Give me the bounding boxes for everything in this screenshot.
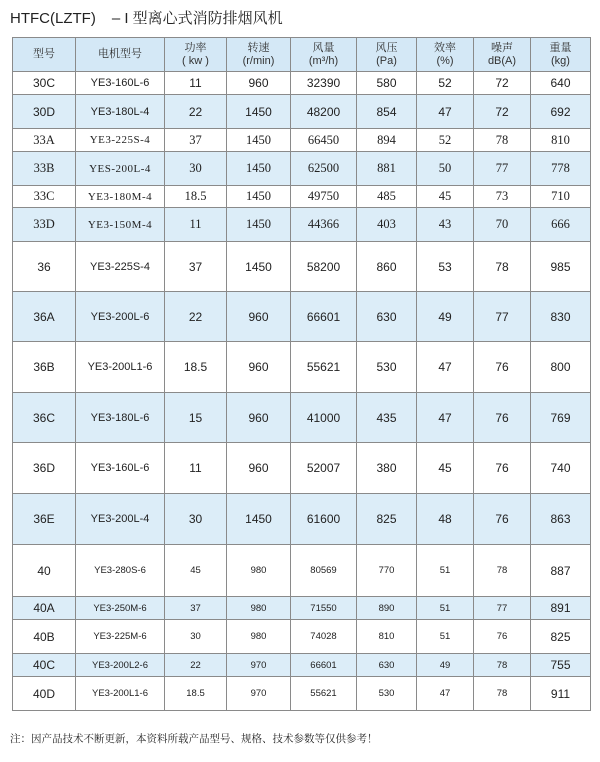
cell-noise: 78 [474, 129, 531, 152]
table-row [13, 654, 591, 677]
cell-speed: 960 [227, 443, 291, 494]
cell-pressure: 403 [357, 208, 417, 242]
cell-pressure: 770 [357, 545, 417, 597]
cell-weight: 911 [531, 677, 591, 711]
cell-pressure: 530 [357, 342, 417, 393]
cell-speed: 980 [227, 545, 291, 597]
cell-speed: 1450 [227, 186, 291, 208]
cell-weight: 778 [531, 152, 591, 186]
cell-weight: 666 [531, 208, 591, 242]
cell-power: 11 [165, 208, 227, 242]
cell-noise: 76 [474, 620, 531, 654]
cell-weight: 640 [531, 72, 591, 95]
cell-efficiency: 51 [417, 620, 474, 654]
table-row [13, 393, 591, 443]
cell-model: 40A [13, 597, 76, 620]
cell-pressure: 630 [357, 292, 417, 342]
cell-efficiency: 43 [417, 208, 474, 242]
footnote: 注：因产品技术不断更新，本资料所载产品型号、规格、技术参数等仅供参考！ [10, 733, 378, 745]
cell-power: 11 [165, 72, 227, 95]
cell-speed: 1450 [227, 129, 291, 152]
table-row [13, 242, 591, 292]
header-efficiency: 效率 (%) [417, 38, 474, 72]
cell-weight: 800 [531, 342, 591, 393]
cell-power: 45 [165, 545, 227, 597]
cell-efficiency: 53 [417, 242, 474, 292]
cell-power: 11 [165, 443, 227, 494]
cell-efficiency: 49 [417, 654, 474, 677]
cell-airflow: 80569 [291, 545, 357, 597]
cell-noise: 76 [474, 342, 531, 393]
cell-model: 36C [13, 393, 76, 443]
cell-power: 37 [165, 242, 227, 292]
cell-speed: 960 [227, 292, 291, 342]
table-row [13, 186, 591, 208]
cell-power: 15 [165, 393, 227, 443]
cell-model: 33D [13, 208, 76, 242]
cell-airflow: 44366 [291, 208, 357, 242]
cell-pressure: 380 [357, 443, 417, 494]
cell-motor: YE3-225S-4 [76, 129, 165, 152]
cell-airflow: 55621 [291, 342, 357, 393]
cell-motor: YE3-180L-4 [76, 95, 165, 129]
cell-airflow: 74028 [291, 620, 357, 654]
cell-speed: 980 [227, 597, 291, 620]
cell-pressure: 890 [357, 597, 417, 620]
cell-model: 40 [13, 545, 76, 597]
table-header-row [13, 38, 591, 72]
cell-model: 33C [13, 186, 76, 208]
cell-speed: 1450 [227, 208, 291, 242]
cell-speed: 1450 [227, 242, 291, 292]
table-row [13, 95, 591, 129]
table-row [13, 677, 591, 711]
cell-efficiency: 45 [417, 186, 474, 208]
cell-airflow: 49750 [291, 186, 357, 208]
cell-weight: 710 [531, 186, 591, 208]
table-row [13, 597, 591, 620]
cell-power: 22 [165, 292, 227, 342]
cell-model: 36B [13, 342, 76, 393]
cell-noise: 78 [474, 242, 531, 292]
cell-efficiency: 52 [417, 129, 474, 152]
cell-efficiency: 47 [417, 393, 474, 443]
cell-power: 18.5 [165, 677, 227, 711]
cell-weight: 692 [531, 95, 591, 129]
table-row [13, 292, 591, 342]
cell-noise: 70 [474, 208, 531, 242]
cell-airflow: 71550 [291, 597, 357, 620]
cell-pressure: 810 [357, 620, 417, 654]
cell-motor: YE3-225S-4 [76, 242, 165, 292]
cell-airflow: 52007 [291, 443, 357, 494]
table-row [13, 129, 591, 152]
cell-noise: 78 [474, 677, 531, 711]
cell-model: 33A [13, 129, 76, 152]
cell-weight: 755 [531, 654, 591, 677]
header-airflow: 风量 (m³/h) [291, 38, 357, 72]
cell-model: 36A [13, 292, 76, 342]
cell-noise: 78 [474, 545, 531, 597]
cell-power: 22 [165, 95, 227, 129]
cell-noise: 72 [474, 72, 531, 95]
cell-motor: YE3-225M-6 [76, 620, 165, 654]
cell-weight: 891 [531, 597, 591, 620]
title-subtitle: – I 型离心式消防排烟风机 [111, 10, 283, 27]
cell-speed: 970 [227, 677, 291, 711]
cell-power: 37 [165, 597, 227, 620]
cell-pressure: 580 [357, 72, 417, 95]
cell-efficiency: 50 [417, 152, 474, 186]
cell-noise: 77 [474, 292, 531, 342]
cell-noise: 76 [474, 443, 531, 494]
cell-model: 40D [13, 677, 76, 711]
title-model: HTFC(LZTF) [10, 10, 96, 27]
cell-power: 18.5 [165, 342, 227, 393]
cell-airflow: 61600 [291, 494, 357, 545]
cell-model: 30D [13, 95, 76, 129]
cell-pressure: 435 [357, 393, 417, 443]
cell-noise: 76 [474, 494, 531, 545]
cell-airflow: 41000 [291, 393, 357, 443]
cell-motor: YE3-280S-6 [76, 545, 165, 597]
cell-efficiency: 47 [417, 342, 474, 393]
table-row [13, 620, 591, 654]
cell-noise: 73 [474, 186, 531, 208]
table-row [13, 494, 591, 545]
cell-power: 30 [165, 620, 227, 654]
cell-motor: YE3-150M-4 [76, 208, 165, 242]
cell-efficiency: 49 [417, 292, 474, 342]
cell-airflow: 66601 [291, 292, 357, 342]
cell-speed: 1450 [227, 95, 291, 129]
cell-power: 30 [165, 152, 227, 186]
cell-motor: YE3-200L-4 [76, 494, 165, 545]
cell-efficiency: 48 [417, 494, 474, 545]
cell-motor: YE3-200L-6 [76, 292, 165, 342]
table-row [13, 342, 591, 393]
cell-pressure: 825 [357, 494, 417, 545]
cell-speed: 1450 [227, 494, 291, 545]
header-motor: 电机型号 [76, 38, 165, 72]
cell-power: 22 [165, 654, 227, 677]
table-row [13, 545, 591, 597]
cell-efficiency: 52 [417, 72, 474, 95]
cell-pressure: 630 [357, 654, 417, 677]
cell-motor: YE3-250M-6 [76, 597, 165, 620]
cell-weight: 810 [531, 129, 591, 152]
cell-noise: 77 [474, 597, 531, 620]
cell-efficiency: 47 [417, 95, 474, 129]
cell-power: 18.5 [165, 186, 227, 208]
cell-power: 37 [165, 129, 227, 152]
page-title [10, 8, 283, 30]
table-row [13, 443, 591, 494]
cell-motor: YES-200L-4 [76, 152, 165, 186]
cell-motor: YE3-160L-6 [76, 443, 165, 494]
cell-airflow: 58200 [291, 242, 357, 292]
cell-airflow: 32390 [291, 72, 357, 95]
table-row [13, 72, 591, 95]
cell-model: 40C [13, 654, 76, 677]
cell-speed: 970 [227, 654, 291, 677]
cell-model: 33B [13, 152, 76, 186]
table-row [13, 208, 591, 242]
cell-motor: YE3-180L-6 [76, 393, 165, 443]
cell-airflow: 55621 [291, 677, 357, 711]
cell-speed: 980 [227, 620, 291, 654]
cell-noise: 76 [474, 393, 531, 443]
cell-noise: 72 [474, 95, 531, 129]
cell-speed: 960 [227, 72, 291, 95]
cell-motor: YE3-200L1-6 [76, 342, 165, 393]
cell-pressure: 854 [357, 95, 417, 129]
cell-noise: 77 [474, 152, 531, 186]
header-noise: 噪声 dB(A) [474, 38, 531, 72]
cell-weight: 740 [531, 443, 591, 494]
cell-weight: 887 [531, 545, 591, 597]
cell-speed: 960 [227, 393, 291, 443]
header-power: 功率 ( kw ) [165, 38, 227, 72]
cell-airflow: 62500 [291, 152, 357, 186]
cell-airflow: 66450 [291, 129, 357, 152]
cell-pressure: 881 [357, 152, 417, 186]
cell-efficiency: 51 [417, 597, 474, 620]
cell-motor: YE3-200L2-6 [76, 654, 165, 677]
cell-weight: 769 [531, 393, 591, 443]
cell-airflow: 66601 [291, 654, 357, 677]
cell-motor: YE3-160L-6 [76, 72, 165, 95]
cell-motor: YE3-180M-4 [76, 186, 165, 208]
cell-pressure: 485 [357, 186, 417, 208]
cell-pressure: 530 [357, 677, 417, 711]
cell-power: 30 [165, 494, 227, 545]
spec-table [12, 37, 591, 711]
cell-model: 40B [13, 620, 76, 654]
cell-weight: 863 [531, 494, 591, 545]
cell-efficiency: 51 [417, 545, 474, 597]
cell-pressure: 860 [357, 242, 417, 292]
cell-model: 36 [13, 242, 76, 292]
cell-noise: 78 [474, 654, 531, 677]
cell-weight: 985 [531, 242, 591, 292]
header-pressure: 风压 (Pa) [357, 38, 417, 72]
header-speed: 转速 (r/min) [227, 38, 291, 72]
cell-model: 30C [13, 72, 76, 95]
cell-motor: YE3-200L1-6 [76, 677, 165, 711]
cell-model: 36D [13, 443, 76, 494]
cell-weight: 830 [531, 292, 591, 342]
table-row [13, 152, 591, 186]
header-model: 型号 [13, 38, 76, 72]
cell-weight: 825 [531, 620, 591, 654]
cell-airflow: 48200 [291, 95, 357, 129]
header-weight: 重量 (kg) [531, 38, 591, 72]
cell-model: 36E [13, 494, 76, 545]
cell-speed: 1450 [227, 152, 291, 186]
cell-pressure: 894 [357, 129, 417, 152]
cell-speed: 960 [227, 342, 291, 393]
cell-efficiency: 45 [417, 443, 474, 494]
cell-efficiency: 47 [417, 677, 474, 711]
